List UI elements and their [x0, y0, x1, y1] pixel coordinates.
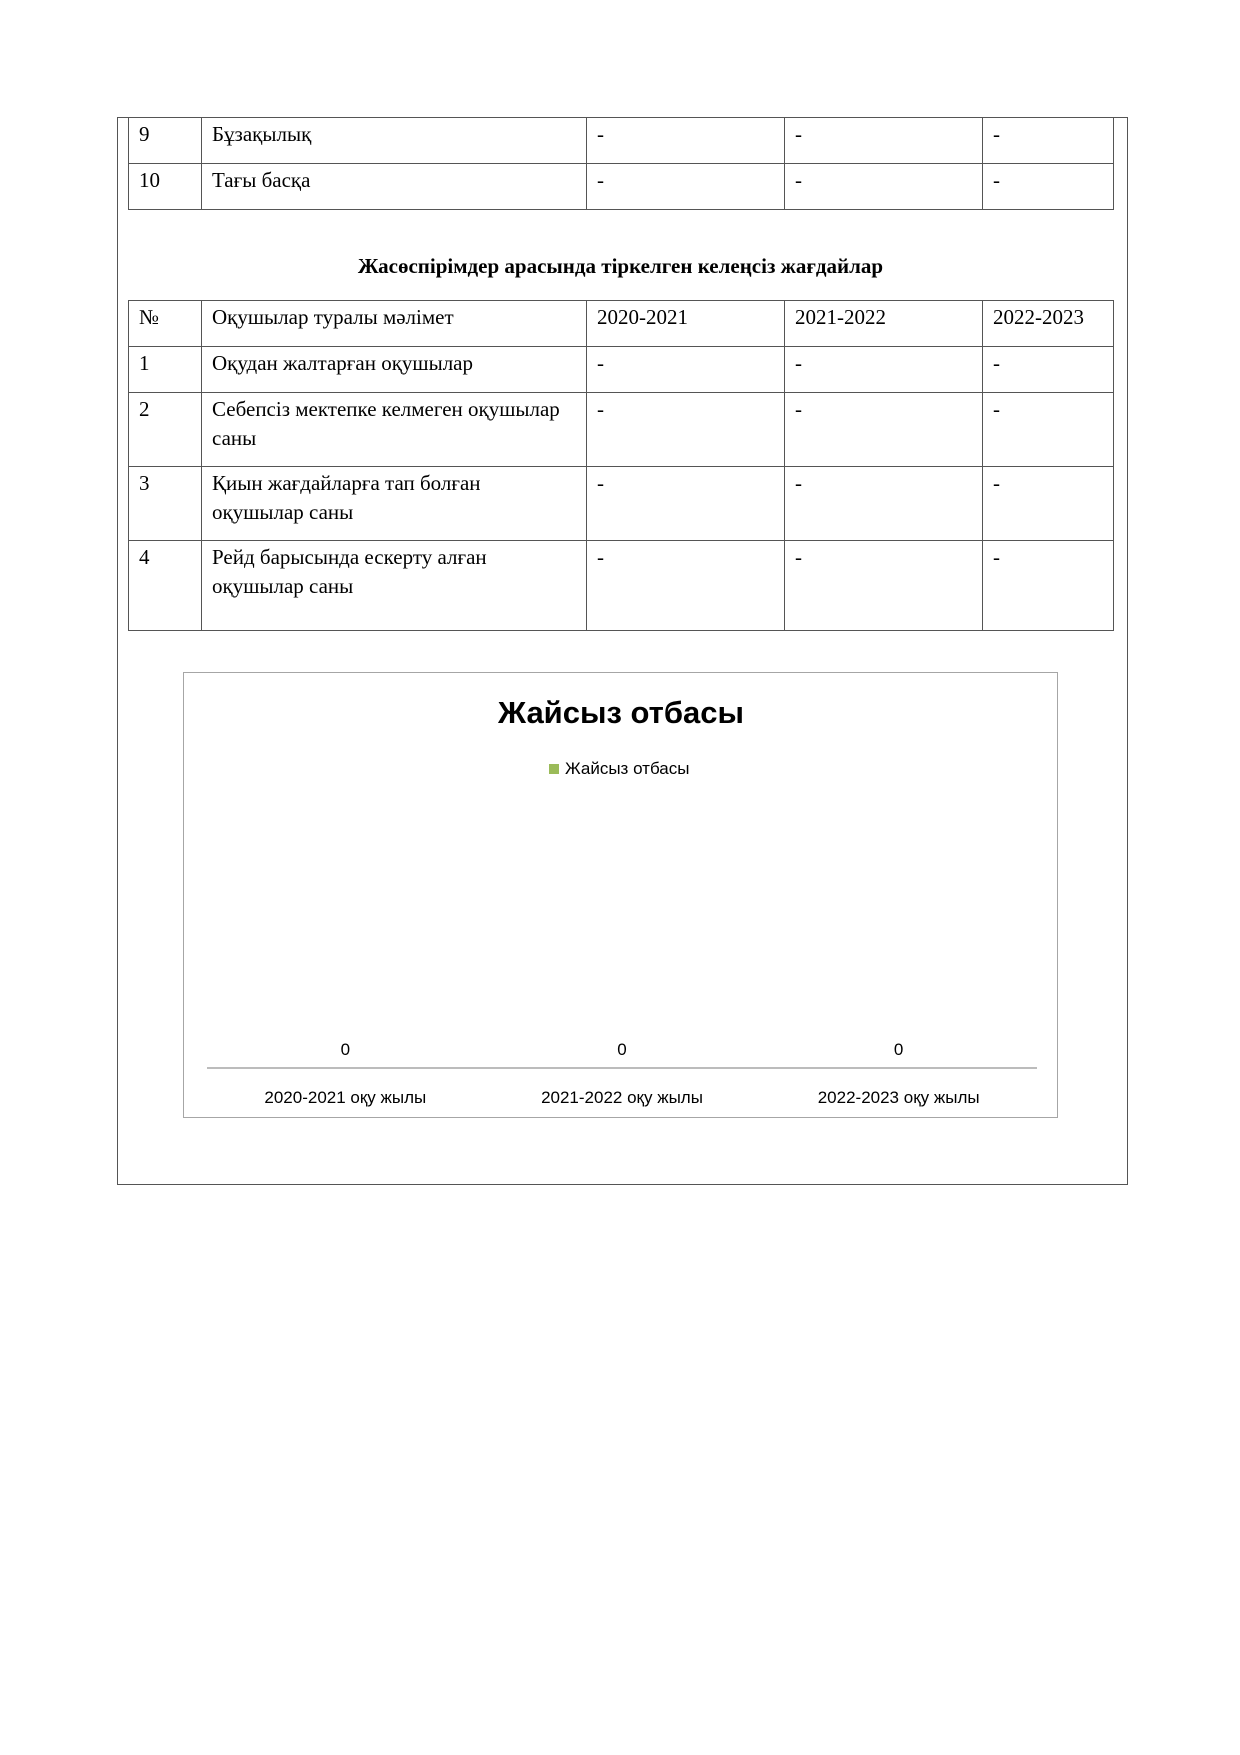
row-label: Бұзақылық — [202, 118, 587, 164]
row-number: 4 — [129, 541, 202, 631]
chart-container — [183, 672, 1058, 1118]
cell-2022-2023: - — [983, 393, 1114, 467]
data-label: 0 — [340, 1040, 351, 1059]
data-label: 0 — [893, 1040, 904, 1059]
row-number: 3 — [129, 467, 202, 541]
x-tick-label: 2022-2023 оқу жылы — [817, 1088, 980, 1107]
cell-2021-2022: - — [785, 393, 983, 467]
header-2021-2022: 2021-2022 — [785, 301, 983, 347]
legend-label: Жайсыз отбасы — [565, 759, 690, 778]
bar-chart — [184, 673, 1059, 1119]
table-row — [129, 467, 1114, 541]
table-header-row — [129, 301, 1114, 347]
cell-2022-2023: - — [983, 347, 1114, 393]
cell-2022-2023: - — [983, 118, 1114, 164]
cell-2020-2021: - — [587, 118, 785, 164]
row-label: Қиын жағдайларға тап болған оқушылар саны — [202, 467, 587, 541]
incidents-table — [128, 300, 1114, 631]
row-number: 10 — [129, 164, 202, 210]
cell-2020-2021: - — [587, 467, 785, 541]
header-2022-2023: 2022-2023 — [983, 301, 1114, 347]
row-label: Тағы басқа — [202, 164, 587, 210]
cell-2021-2022: - — [785, 347, 983, 393]
legend-swatch — [549, 764, 559, 774]
cell-2021-2022: - — [785, 118, 983, 164]
cell-2021-2022: - — [785, 467, 983, 541]
row-number: 9 — [129, 118, 202, 164]
cell-2021-2022: - — [785, 541, 983, 631]
cell-2020-2021: - — [587, 393, 785, 467]
cell-2022-2023: - — [983, 467, 1114, 541]
row-number: 2 — [129, 393, 202, 467]
table-row — [129, 347, 1114, 393]
cell-2020-2021: - — [587, 541, 785, 631]
continued-table — [128, 117, 1114, 210]
chart-title: Жайсыз отбасы — [498, 695, 744, 730]
row-number: 1 — [129, 347, 202, 393]
cell-2022-2023: - — [983, 541, 1114, 631]
cell-2021-2022: - — [785, 164, 983, 210]
row-label: Рейд барысында ескерту алған оқушылар саны — [202, 541, 587, 631]
cell-2022-2023: - — [983, 164, 1114, 210]
section-heading: Жасөспірімдер арасында тіркелген келеңсіз жағдайлар — [357, 254, 884, 278]
row-label: Себепсіз мектепке келмеген оқушылар саны — [202, 393, 587, 467]
header-info: Оқушылар туралы мәлімет — [202, 301, 587, 347]
table-row — [129, 393, 1114, 467]
table-row — [129, 541, 1114, 631]
cell-2020-2021: - — [587, 347, 785, 393]
x-tick-label: 2020-2021 оқу жылы — [264, 1088, 427, 1107]
header-number: № — [129, 301, 202, 347]
table-row — [129, 164, 1114, 210]
data-label: 0 — [617, 1040, 627, 1059]
cell-2020-2021: - — [587, 164, 785, 210]
header-2020-2021: 2020-2021 — [587, 301, 785, 347]
row-label: Оқудан жалтарған оқушылар — [202, 347, 587, 393]
table-row — [129, 118, 1114, 164]
x-tick-label: 2021-2022 оқу жылы — [541, 1088, 703, 1107]
